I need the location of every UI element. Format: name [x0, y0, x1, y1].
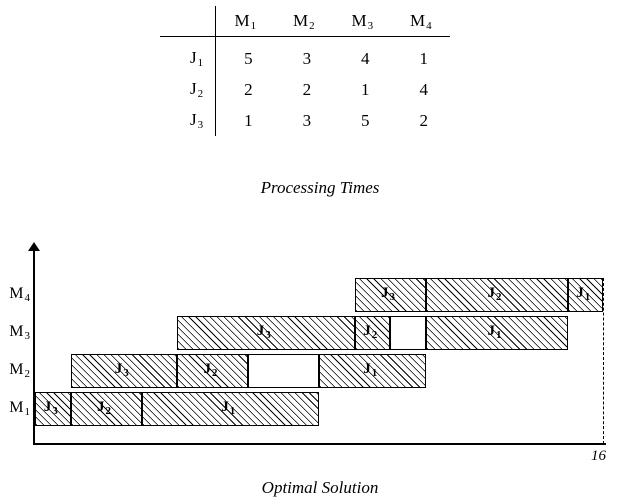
- makespan-tick-label: 16: [591, 448, 606, 464]
- gantt-bar-label: $J_2$: [487, 285, 502, 303]
- gantt-bar-label: $J_3$: [114, 361, 129, 379]
- gantt-bar-label: $J_3$: [43, 399, 58, 417]
- cell-j2-m2: 2: [302, 79, 312, 99]
- gantt-bar-label: $J_2$: [97, 399, 111, 417]
- cell-j2-m4: 4: [419, 79, 428, 99]
- row-header-j1: $J_1$: [160, 37, 216, 75]
- row-header-j3: $J_3$: [160, 105, 216, 136]
- column-header-m1: $M_1$: [216, 6, 275, 37]
- cell-j3-m3: 5: [361, 110, 370, 130]
- table-corner-cell: [160, 6, 216, 37]
- gantt-bar-label: $J_1$: [487, 323, 502, 341]
- gantt-bar: [390, 316, 426, 350]
- cell-j1-m3: 4: [361, 48, 370, 68]
- y-axis-label-m2: $M_2$: [9, 361, 30, 380]
- table-row: [160, 37, 450, 75]
- processing-times-caption: Processing Times: [260, 178, 380, 197]
- gantt-bar-label: $J_1$: [221, 399, 236, 417]
- table-row: [160, 74, 450, 105]
- y-axis-label-m4: $M_4$: [9, 285, 30, 304]
- gantt-bar-label: $J_2$: [363, 323, 378, 341]
- processing-times-table: [160, 6, 450, 136]
- column-header-m3: $M_3$: [333, 6, 391, 37]
- table: [160, 6, 450, 136]
- table-header-row: [160, 6, 450, 37]
- x-axis-line: [33, 443, 606, 445]
- cell-j3-m4: 2: [419, 110, 428, 130]
- cell-j3-m2: 3: [302, 110, 312, 130]
- cell-j2-m3: 1: [361, 79, 370, 99]
- gantt-chart: [0, 240, 640, 470]
- column-header-m4: $M_4$: [392, 6, 450, 37]
- gantt-bar-label: $J_2$: [203, 361, 218, 379]
- table-row: [160, 105, 450, 136]
- gantt-bar-label: $J_1$: [576, 285, 591, 303]
- gantt-bar-label: $J_1$: [363, 361, 378, 379]
- gantt-bar-label: $J_3$: [256, 323, 271, 341]
- cell-j1-m2: 3: [302, 48, 312, 68]
- optimal-solution-caption: Optimal Solution: [261, 478, 379, 497]
- cell-j3-m1: 1: [244, 110, 253, 130]
- gantt-bar: [248, 354, 319, 388]
- cell-j1-m1: 5: [244, 48, 253, 68]
- cell-j2-m1: 2: [244, 79, 253, 99]
- row-header-j2: $J_2$: [160, 74, 216, 105]
- y-axis-label-m3: $M_3$: [9, 323, 30, 342]
- cell-j1-m4: 1: [419, 48, 428, 68]
- y-axis-label-m1: $M_1$: [9, 399, 30, 418]
- gantt-bar-label: $J_3$: [381, 285, 395, 303]
- makespan-dashed-line: [603, 278, 604, 444]
- column-header-m2: $M_2$: [275, 6, 333, 37]
